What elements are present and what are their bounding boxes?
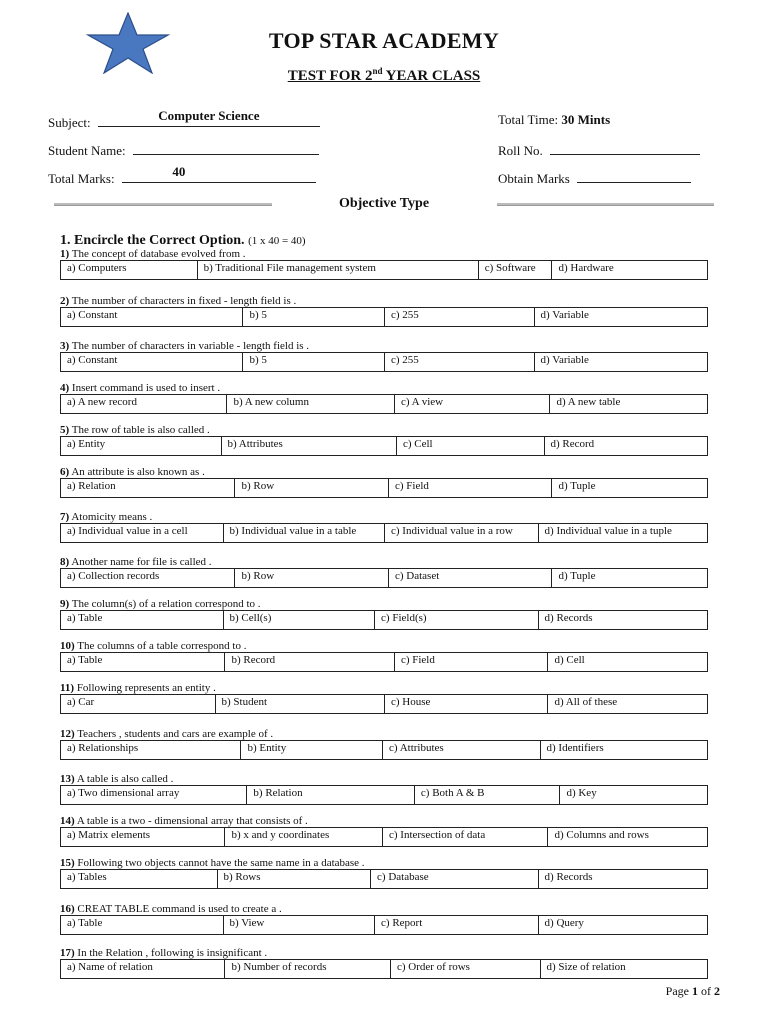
question-text: 9) The column(s) of a relation correspond to .	[60, 598, 261, 610]
option-a[interactable]: a) Constant	[67, 354, 118, 366]
option-d[interactable]: d) Tuple	[551, 569, 707, 587]
options-row	[60, 740, 708, 760]
option-b[interactable]: b) Cell(s)	[223, 611, 375, 629]
option-d[interactable]: d) Tuple	[551, 479, 707, 497]
option-c[interactable]: c) Dataset	[388, 569, 552, 587]
option-d[interactable]: d) Cell	[547, 653, 707, 671]
option-a[interactable]: a) Relationships	[67, 742, 139, 754]
option-a[interactable]: a) Name of relation	[67, 961, 153, 973]
option-c[interactable]: c) 255	[384, 308, 534, 326]
option-b[interactable]: b) Record	[224, 653, 393, 671]
options-row	[60, 352, 708, 372]
option-a[interactable]: a) Car	[67, 696, 95, 708]
options-row	[60, 260, 708, 280]
option-d[interactable]: d) Record	[544, 437, 708, 455]
options-row	[60, 827, 708, 847]
option-a[interactable]: a) Table	[67, 654, 103, 666]
option-d[interactable]: d) Records	[538, 870, 707, 888]
option-a[interactable]: a) Entity	[67, 438, 106, 450]
total-marks-field: Total Marks: 40	[48, 168, 316, 187]
option-b[interactable]: b) x and y coordinates	[224, 828, 382, 846]
option-a[interactable]: a) Relation	[67, 480, 116, 492]
option-a[interactable]: a) Individual value in a cell	[67, 525, 188, 537]
options-row	[60, 915, 708, 935]
option-c[interactable]: c) A view	[394, 395, 550, 413]
options-row	[60, 610, 708, 630]
question-text: 11) Following represents an entity .	[60, 682, 216, 694]
options-row	[60, 959, 708, 979]
section-marks: (1 x 40 = 40)	[248, 235, 306, 247]
student-name-line	[133, 140, 319, 155]
option-a[interactable]: a) Matrix elements	[67, 829, 151, 841]
roll-no-line	[550, 140, 700, 155]
option-a[interactable]: a) Constant	[67, 309, 118, 321]
option-d[interactable]: d) Columns and rows	[547, 828, 707, 846]
question-text: 7) Atomicity means .	[60, 511, 153, 523]
option-c[interactable]: c) Field(s)	[374, 611, 538, 629]
option-b[interactable]: b) Row	[234, 569, 388, 587]
option-a[interactable]: a) Tables	[67, 871, 107, 883]
subject-value: Computer Science	[158, 108, 260, 123]
total-time-field: Total Time: 30 Mints	[498, 112, 611, 127]
option-c[interactable]: c) Report	[374, 916, 538, 934]
option-c[interactable]: c) Cell	[396, 437, 544, 455]
test-title: TEST FOR 2nd YEAR CLASS	[287, 66, 481, 84]
question-text: 1) The concept of database evolved from .	[60, 248, 246, 260]
option-b[interactable]: b) Number of records	[224, 960, 389, 978]
option-a[interactable]: a) Collection records	[67, 570, 160, 582]
question-text: 10) The columns of a table correspond to .	[60, 640, 247, 652]
option-b[interactable]: b) Row	[234, 479, 388, 497]
option-d[interactable]: d) Query	[538, 916, 707, 934]
option-b[interactable]: b) Student	[215, 695, 384, 713]
obtain-marks-line	[577, 168, 691, 183]
section-heading: 1. Encircle the Correct Option. (1 x 40 = 40)	[60, 233, 306, 248]
option-d[interactable]: d) All of these	[547, 695, 707, 713]
option-b[interactable]: b) 5	[242, 353, 384, 371]
option-d[interactable]: d) Variable	[534, 308, 707, 326]
question-text: 8) Another name for file is called .	[60, 556, 212, 568]
page-number: Page 1 of 2	[665, 984, 720, 998]
question-text: 4) Insert command is used to insert .	[60, 382, 221, 394]
options-row	[60, 394, 708, 414]
school-name: TOP STAR ACADEMY	[268, 28, 500, 53]
question-text: 13) A table is also called .	[60, 773, 174, 785]
objective-type-heading: Objective Type	[338, 196, 430, 211]
option-b[interactable]: b) Relation	[246, 786, 413, 804]
options-row	[60, 652, 708, 672]
question-text: 14) A table is a two - dimensional array that consists of .	[60, 815, 308, 827]
option-c[interactable]: c) Intersection of data	[382, 828, 547, 846]
option-c[interactable]: c) Software	[478, 261, 552, 279]
option-d[interactable]: d) Hardware	[551, 261, 707, 279]
option-c[interactable]: c) Both A & B	[414, 786, 560, 804]
question-text: 16) CREAT TABLE command is used to create a .	[60, 903, 282, 915]
option-b[interactable]: b) View	[223, 916, 375, 934]
option-d[interactable]: d) Identifiers	[540, 741, 707, 759]
options-row	[60, 307, 708, 327]
option-a[interactable]: a) Table	[67, 612, 103, 624]
options-row	[60, 869, 708, 889]
option-d[interactable]: d) Key	[559, 786, 707, 804]
option-b[interactable]: b) Traditional File management system	[197, 261, 478, 279]
option-b[interactable]: b) Attributes	[221, 437, 396, 455]
student-name-field: Student Name:	[48, 140, 319, 159]
option-c[interactable]: c) House	[384, 695, 548, 713]
question-text: 12) Teachers , students and cars are example of .	[60, 728, 274, 740]
options-row	[60, 478, 708, 498]
total-time-value: 30 Mints	[561, 112, 611, 127]
options-row	[60, 436, 708, 456]
options-row	[60, 568, 708, 588]
option-d[interactable]: d) Size of relation	[540, 960, 707, 978]
option-c[interactable]: c) Individual value in a row	[384, 524, 538, 542]
question-text: 3) The number of characters in variable - length field is .	[60, 340, 310, 352]
question-text: 17) In the Relation , following is insignificant .	[60, 947, 268, 959]
question-text: 5) The row of table is also called .	[60, 424, 210, 436]
option-a[interactable]: a) A new record	[67, 396, 137, 408]
option-c[interactable]: c) Field	[388, 479, 552, 497]
divider-right	[497, 203, 714, 206]
option-c[interactable]: c) Attributes	[382, 741, 540, 759]
option-b[interactable]: b) A new column	[226, 395, 393, 413]
option-b[interactable]: b) 5	[242, 308, 384, 326]
options-row	[60, 785, 708, 805]
subject-line	[98, 108, 320, 127]
total-marks-value: 40	[172, 164, 186, 179]
option-c[interactable]: c) Field	[394, 653, 548, 671]
option-c[interactable]: c) 255	[384, 353, 534, 371]
roll-no-field: Roll No.	[498, 140, 700, 159]
option-d[interactable]: d) A new table	[549, 395, 707, 413]
question-text: 6) An attribute is also known as .	[60, 466, 205, 478]
obtain-marks-field: Obtain Marks	[498, 168, 691, 187]
subject-field: Subject: Computer Science	[48, 112, 320, 131]
option-a[interactable]: a) Table	[67, 917, 103, 929]
option-b[interactable]: b) Rows	[217, 870, 371, 888]
question-text: 15) Following two objects cannot have the same name in a database .	[60, 857, 365, 869]
option-d[interactable]: d) Records	[538, 611, 707, 629]
option-c[interactable]: c) Database	[370, 870, 537, 888]
option-c[interactable]: c) Order of rows	[390, 960, 540, 978]
option-a[interactable]: a) Two dimensional array	[67, 787, 180, 799]
option-d[interactable]: d) Variable	[534, 353, 707, 371]
option-b[interactable]: b) Entity	[240, 741, 382, 759]
total-marks-line	[122, 164, 316, 183]
question-text: 2) The number of characters in fixed - length field is .	[60, 295, 297, 307]
option-d[interactable]: d) Individual value in a tuple	[538, 524, 707, 542]
option-a[interactable]: a) Computers	[67, 262, 127, 274]
options-row	[60, 694, 708, 714]
option-b[interactable]: b) Individual value in a table	[223, 524, 385, 542]
options-row	[60, 523, 708, 543]
